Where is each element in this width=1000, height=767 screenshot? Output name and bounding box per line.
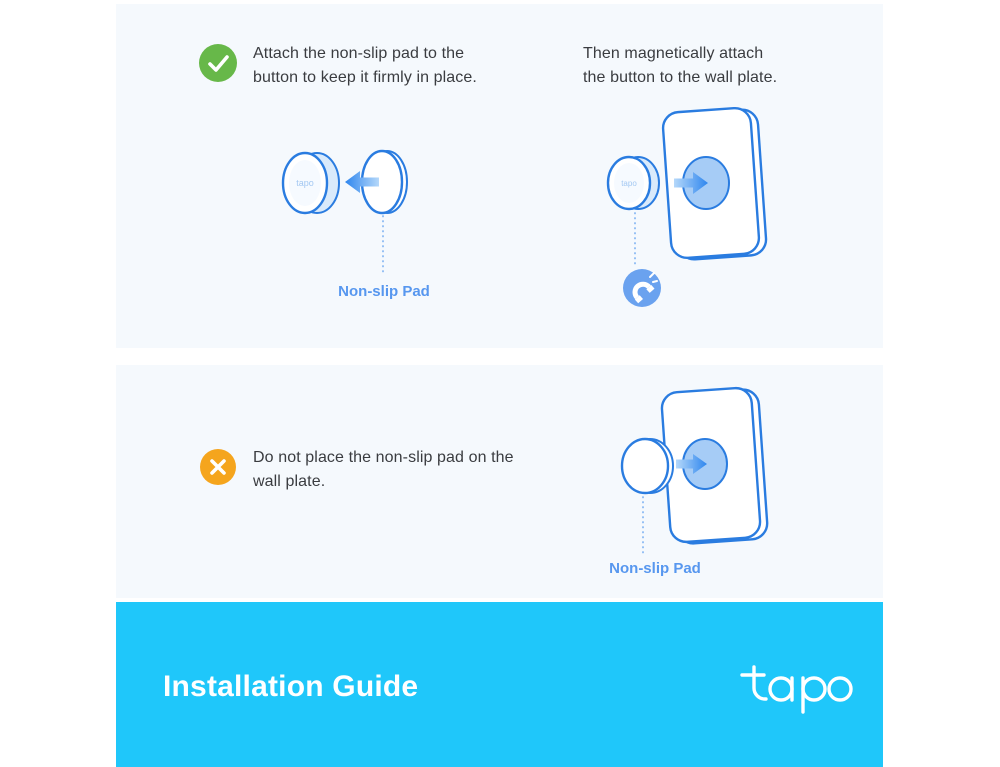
warning-text-line1: Do not place the non-slip pad on the: [253, 449, 514, 466]
non-slip-pad-label: Non-slip Pad: [338, 283, 430, 300]
warning-text-line2: wall plate.: [253, 473, 326, 490]
tapo-logo: [740, 660, 855, 716]
tapo-button-illustration: [283, 153, 339, 213]
magnet-icon: [623, 269, 661, 307]
non-slip-pad-label: Non-slip Pad: [609, 560, 701, 577]
warning-text: [253, 446, 514, 494]
button-brand-text: tapo: [621, 179, 637, 188]
non-slip-pad-illustration: [622, 439, 673, 493]
step1-text-line2: button to keep it firmly in place.: [253, 69, 477, 86]
button-to-wall-plate-illustration: [595, 100, 775, 315]
page-title: Installation Guide: [163, 670, 419, 703]
step1-text: [253, 42, 477, 90]
button-and-pad-illustration: [276, 140, 421, 280]
panel-correct-steps: [116, 4, 883, 348]
button-brand-text: tapo: [296, 178, 314, 188]
step2-text: [583, 42, 777, 90]
step2-text-line1: Then magnetically attach: [583, 45, 764, 62]
footer-banner: [116, 602, 883, 767]
tapo-button-illustration: [608, 157, 659, 209]
check-icon: [199, 44, 237, 82]
pad-on-wall-plate-illustration: [600, 380, 780, 560]
cross-icon: [200, 449, 236, 485]
panel-warning: [116, 365, 883, 598]
step2-text-line2: the button to the wall plate.: [583, 69, 778, 86]
step1-text-line1: Attach the non-slip pad to the: [253, 45, 465, 62]
